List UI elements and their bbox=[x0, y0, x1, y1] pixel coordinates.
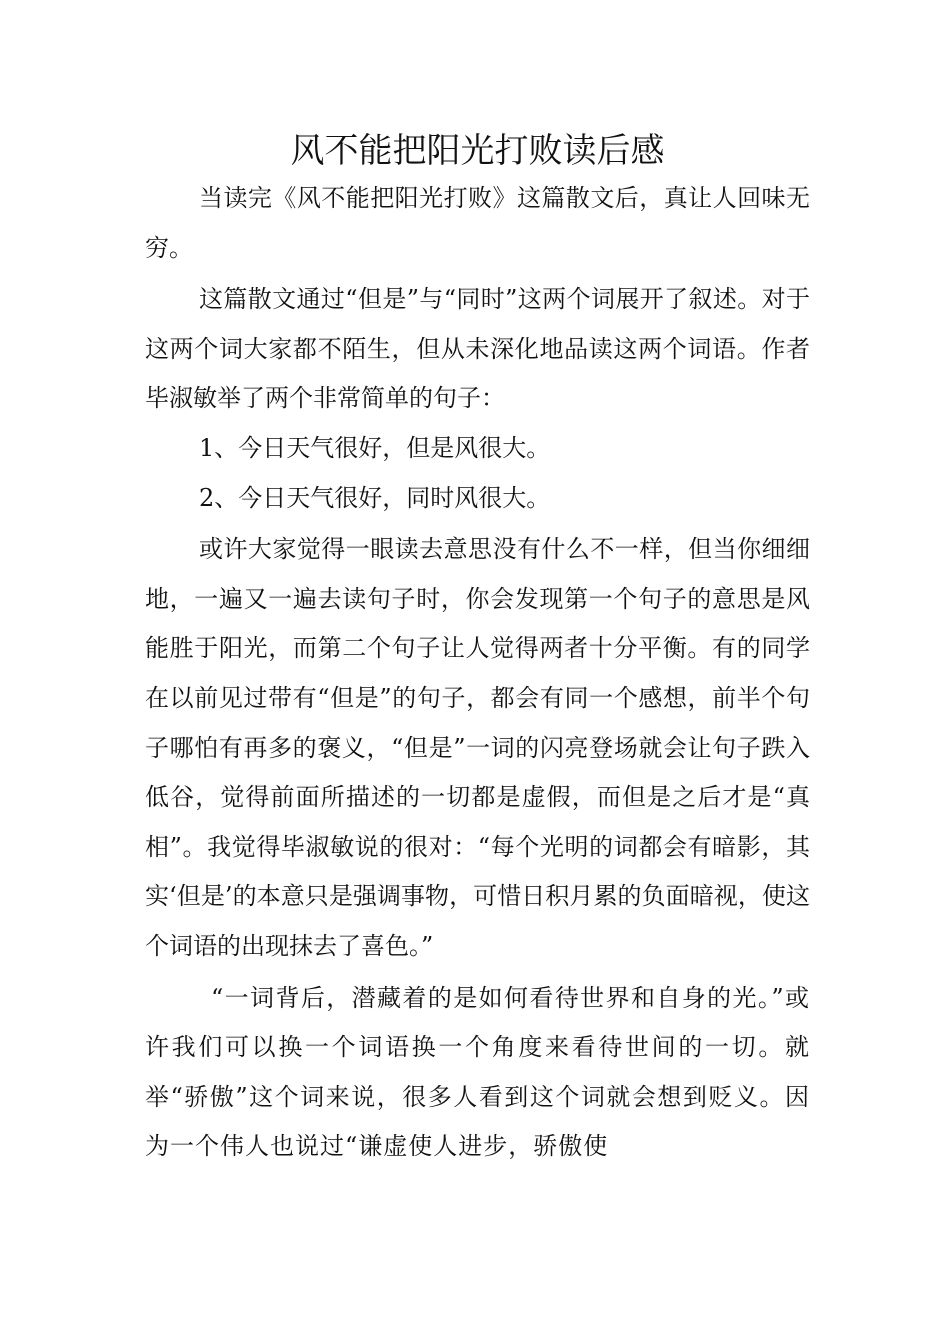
document-title: 风不能把阳光打败读后感 bbox=[290, 131, 665, 171]
paragraph-1: 当读完《风不能把阳光打败》这篇散文后，真让人回味无穷。 bbox=[145, 184, 810, 262]
document-body bbox=[145, 128, 810, 1172]
paragraph-3-list-item-1: 1、今日天气很好，但是风很大。 bbox=[199, 433, 551, 462]
paragraph-2: 这篇散文通过“但是”与“同时”这两个词展开了叙述。对于这两个词大家都不陌生，但从未深化地品读这两个词语。作者毕淑敏举了两个非常简单的句子： bbox=[145, 285, 810, 413]
paragraph-5: 或许大家觉得一眼读去意思没有什么不一样，但当你细细地，一遍又一遍去读句子时，你会发现第一个句子的意思是风能胜于阳光，而第二个句子让人觉得两者十分平衡。有的同学在以前见过带有“但是”的句子，都会有同一个感想，前半个句子哪怕有再多的褒义，“但是”一词的闪亮登场就会让句子跌入低谷，觉得前面所描述的一切都是虚假，而但是之后才是“真相”。我觉得毕淑敏说的很对：“每个光明的词都会有暗影，其实‘但是’的本意只是强调事物，可惜日积月累的负面暗视，使这个词语的出现抹去了喜色。” bbox=[145, 535, 810, 960]
paragraph-6: “一词背后，潜藏着的是如何看待世界和自身的光。”或许我们可以换一个词语换一个角度来看待世间的一切。就举“骄傲”这个词来说，很多人看到这个词就会想到贬义。因为一个伟人也说过“谦虚使人进步，骄傲使 bbox=[145, 983, 810, 1161]
paragraph-4-list-item-2: 2、今日天气很好，同时风很大。 bbox=[199, 483, 551, 512]
